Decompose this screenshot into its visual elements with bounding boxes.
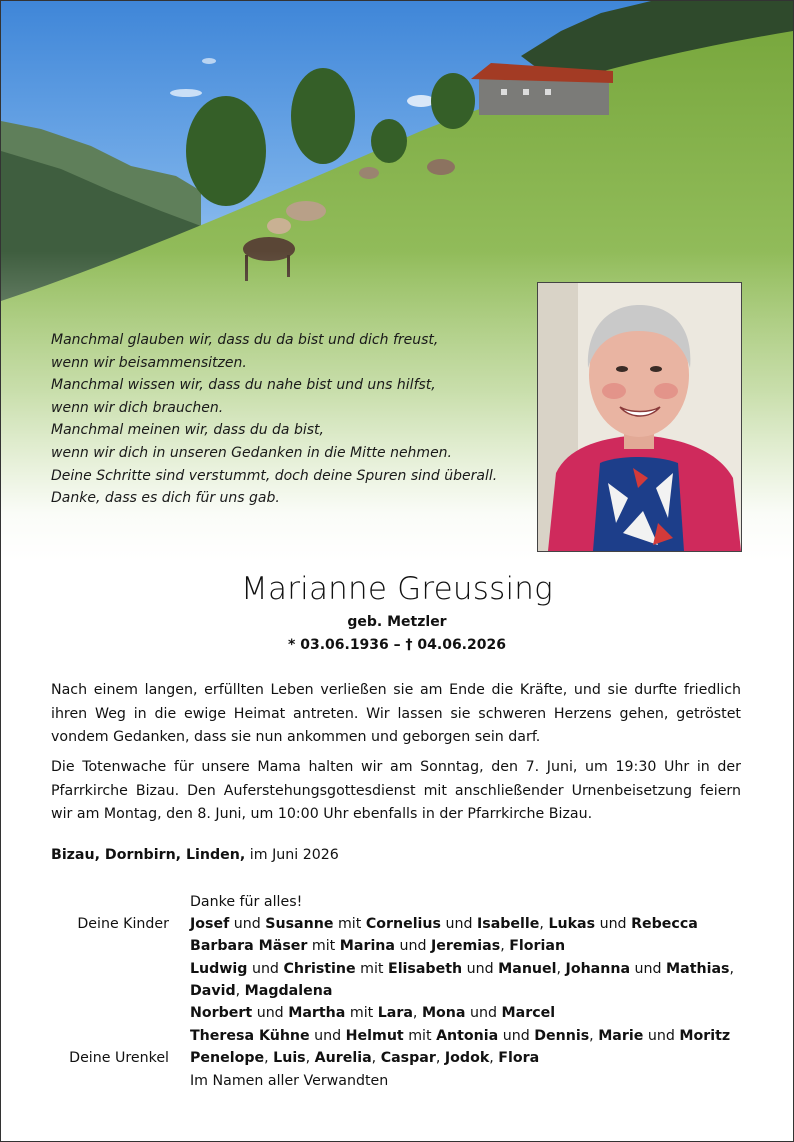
mourner-name: Marcel [501, 1005, 556, 1021]
mourner-connector: , [729, 961, 735, 977]
mourner-name: Aurelia [314, 1050, 372, 1066]
poem-line: Manchmal wissen wir, dass du nahe bist und uns hilfst, [51, 377, 436, 394]
poem-line: wenn wir beisammensitzen. [51, 354, 247, 371]
mourner-connector: und [462, 961, 499, 977]
mourner-connector: mit [403, 1028, 437, 1044]
mourner-connector: und [252, 1005, 289, 1021]
mourner-connector: und [498, 1028, 535, 1044]
mourner-row [1, 1025, 793, 1047]
mourner-name: Elisabeth [388, 961, 463, 977]
portrait-photo [537, 282, 742, 552]
footer-row [1, 1070, 793, 1092]
farmhouse [471, 63, 613, 115]
mourner-name: Luis [273, 1050, 306, 1066]
mourner-name: Marina [339, 938, 395, 954]
mourner-line [190, 958, 734, 980]
mourner-connector: , [412, 1005, 422, 1021]
mourner-line [190, 1047, 539, 1069]
mourner-connector: und [247, 961, 284, 977]
mourner-name: Flora [498, 1050, 540, 1066]
mourner-name: Christine [283, 961, 356, 977]
mourner-name: Ludwig [190, 961, 248, 977]
mourner-line [190, 1025, 730, 1047]
mourner-connector: , [489, 1050, 499, 1066]
mourner-name: Dennis [534, 1028, 590, 1044]
memorial-poem [51, 329, 531, 510]
life-dates: * 03.06.1936 – † 04.06.2026 [288, 637, 506, 653]
mourner-name: Cornelius [365, 916, 441, 932]
mourner-line [190, 913, 698, 935]
mourner-row [1, 913, 793, 935]
mourner-name: Josef [190, 916, 230, 932]
mourner-connector: mit [355, 961, 388, 977]
mourner-line [190, 935, 565, 957]
maiden-name: geb. Metzler [347, 614, 447, 630]
mourner-connector: mit [307, 938, 340, 954]
place-date: im Juni 2026 [249, 847, 339, 863]
mourner-row [1, 980, 793, 1002]
mourner-connector: , [371, 1050, 381, 1066]
mourner-connector: und [394, 938, 431, 954]
mourner-name: David [190, 983, 236, 999]
thanks-text: Danke für alles! [190, 894, 303, 910]
mourner-line [190, 980, 332, 1002]
poem-line: Deine Schritte sind verstummt, doch deine Spuren sind überall. [51, 467, 498, 484]
mourner-name: Rebecca [631, 916, 698, 932]
mourner-name: Caspar [380, 1050, 436, 1066]
mourner-connector: und [643, 1028, 680, 1044]
mourner-name: Florian [509, 938, 566, 954]
mourner-name: Moritz [679, 1028, 731, 1044]
service-details-paragraph: Die Totenwache für unsere Mama halten wir am Sonntag, den 7. Juni, um 19:30 Uhr in der Pfarrkirche Bizau. Den Auferstehungsgottesdienst mit anschließender Urnenbeisetzung feiern wir am Montag, den 8. Juni, um 10:00 Uhr ebenfalls in der Pfarrkirche Bizau. [51, 759, 741, 822]
poem-line: Danke, dass es dich für uns gab. [51, 490, 280, 507]
mourner-name: Mathias [666, 961, 730, 977]
mourner-name: Lukas [548, 916, 596, 932]
mourner-connector: , [500, 938, 510, 954]
mourner-connector: und [630, 961, 667, 977]
place-and-date [51, 847, 339, 863]
mourner-connector: und [595, 916, 632, 932]
mourner-connector: , [589, 1028, 599, 1044]
mourner-connector: , [539, 916, 549, 932]
mourner-connector: und [440, 916, 477, 932]
mourner-name: Norbert [190, 1005, 253, 1021]
place-towns: Bizau, Dornbirn, Linden, [51, 847, 246, 863]
deceased-name: Marianne Greussing [241, 571, 553, 607]
mourner-name: Antonia [436, 1028, 499, 1044]
kids-label: Deine Kinder [77, 916, 169, 932]
announcement-paragraph: Nach einem langen, erfüllten Leben verließen sie am Ende die Kräfte, und sie durfte friedlich ihren Weg in die ewige Heimat antreten. Wir lassen sie schweren Herzens gehen, getröstet vondem Gedanken, dass sie nun ankommen und geborgen sein darf. [51, 682, 741, 745]
mourner-connector: und [309, 1028, 346, 1044]
mourner-name: Marie [598, 1028, 644, 1044]
mourner-row [1, 958, 793, 980]
thanks-row [1, 891, 793, 913]
mourner-connector: , [435, 1050, 445, 1066]
poem-line: wenn wir dich brauchen. [51, 399, 224, 416]
mourner-connector: und [229, 916, 266, 932]
mourner-name: Jodok [444, 1050, 490, 1066]
poem-line: wenn wir dich in unseren Gedanken in die Mitte nehmen. [51, 444, 453, 461]
poem-line: Manchmal glauben wir, dass du da bist und dich freust, [51, 332, 439, 348]
grandkids-label: Deine Urenkel [69, 1050, 169, 1066]
mourner-name: Jeremias [431, 938, 501, 954]
relatives-signoff: Im Namen aller Verwandten [190, 1073, 389, 1089]
mourner-name: Barbara Mäser [190, 938, 308, 954]
mourner-line [190, 1002, 555, 1024]
mourner-connector: , [235, 983, 245, 999]
mourner-name: Magdalena [244, 983, 333, 999]
mourner-connector: mit [345, 1005, 378, 1021]
mourner-name: Isabelle [476, 916, 540, 932]
mourner-connector: , [556, 961, 566, 977]
mourner-name: Manuel [498, 961, 557, 977]
mourner-name: Susanne [265, 916, 334, 932]
poem-line: Manchmal meinen wir, dass du da bist, [51, 422, 324, 439]
mourner-row [1, 1002, 793, 1024]
mourner-connector: und [465, 1005, 502, 1021]
mourner-row [1, 935, 793, 957]
mourner-name: Helmut [345, 1028, 404, 1044]
mourner-connector: mit [333, 916, 366, 932]
mourner-connector: , [264, 1050, 274, 1066]
mourner-name: Mona [421, 1005, 466, 1021]
mourner-name: Martha [288, 1005, 346, 1021]
mourner-row [1, 1047, 793, 1069]
mourner-name: Johanna [565, 961, 631, 977]
mourner-name: Penelope [190, 1050, 265, 1066]
mourner-name: Lara [377, 1005, 413, 1021]
mourner-connector: , [305, 1050, 315, 1066]
mourner-name: Theresa Kühne [190, 1028, 310, 1044]
